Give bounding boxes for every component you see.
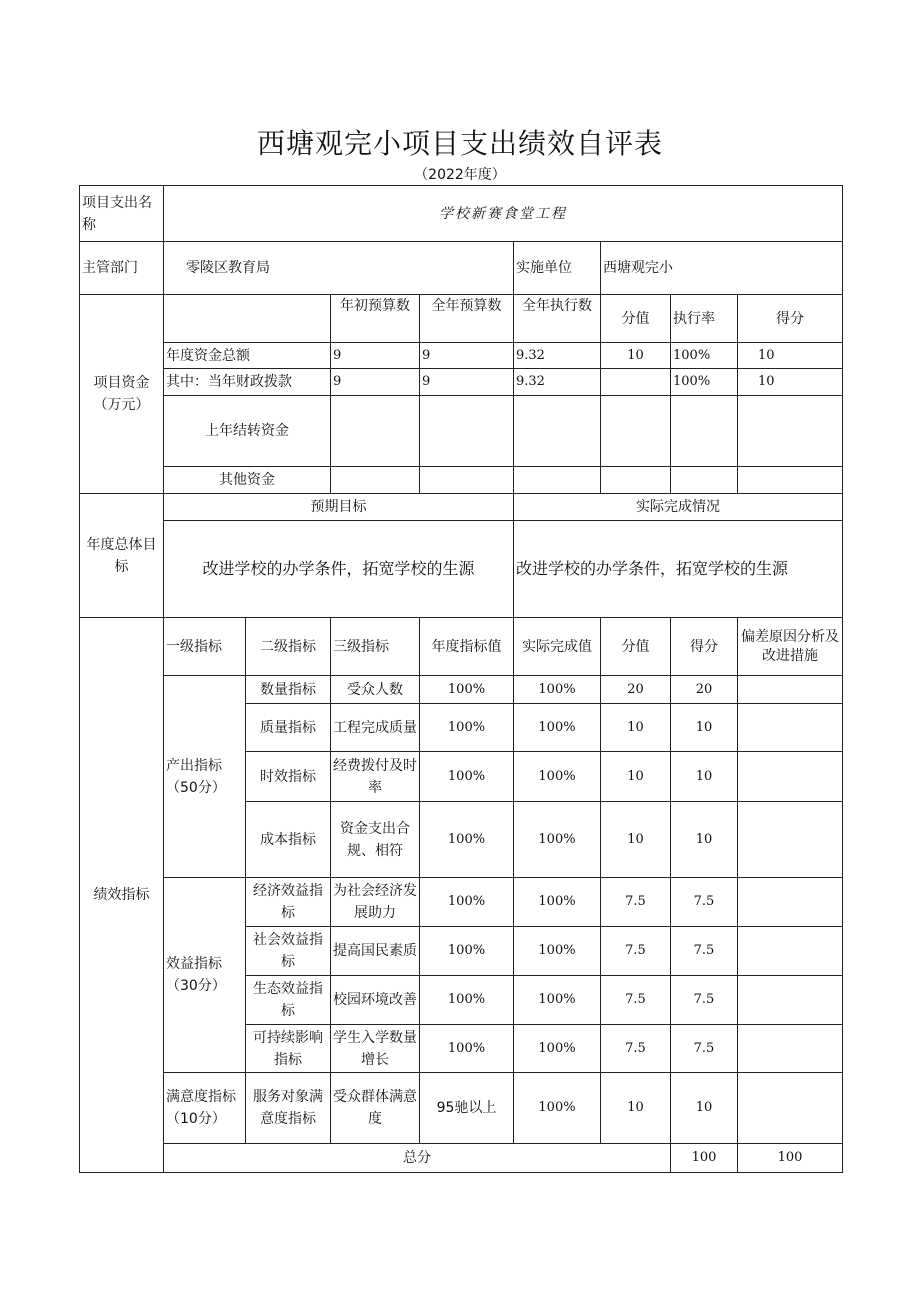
unit-value: 西塘观完小	[601, 242, 843, 295]
target-cell: 95驰以上	[420, 1073, 514, 1144]
l3-cell: 为社会经济发展助力	[331, 878, 420, 927]
l3-cell: 工程完成质量	[331, 704, 420, 752]
dept-value: 零陵区教育局	[164, 242, 514, 295]
funds-cell: 10	[738, 369, 843, 396]
l3-cell: 学生入学数量增长	[331, 1025, 420, 1073]
funds-row-total: 年度资金总额	[164, 343, 331, 369]
l2-cell: 生态效益指标	[246, 976, 331, 1025]
l3-cell: 提高国民素质	[331, 927, 420, 976]
funds-col-4: 分值	[601, 295, 671, 343]
funds-cell: 10	[601, 343, 671, 369]
target-cell: 100%	[420, 927, 514, 976]
dept-label: 主管部门	[80, 242, 164, 295]
note-cell	[738, 676, 843, 704]
funds-cell: 9	[331, 343, 420, 369]
l2-cell: 可持续影响指标	[246, 1025, 331, 1073]
funds-row-fiscal: 其中：当年财政拨款	[164, 369, 331, 396]
note-cell	[738, 1073, 843, 1144]
funds-cell	[601, 369, 671, 396]
l3-cell: 校园环境改善	[331, 976, 420, 1025]
funds-col-1: 年初预算数	[331, 295, 420, 343]
l2-cell: 成本指标	[246, 802, 331, 878]
perf-header: 一级指标	[164, 618, 246, 676]
perf-header: 实际完成值	[514, 618, 601, 676]
note-cell	[738, 752, 843, 802]
note-cell	[738, 878, 843, 927]
got-cell: 7.5	[671, 1025, 738, 1073]
target-cell: 100%	[420, 752, 514, 802]
funds-label: 项目资金（万元）	[80, 295, 164, 494]
perf-header: 分值	[601, 618, 671, 676]
actual-cell: 100%	[514, 704, 601, 752]
l2-cell: 质量指标	[246, 704, 331, 752]
page-title: 西塘观完小项目支出绩效自评表	[256, 127, 663, 160]
l2-cell: 数量指标	[246, 676, 331, 704]
got-cell: 10	[671, 752, 738, 802]
score-cell: 20	[601, 676, 671, 704]
score-cell: 7.5	[601, 927, 671, 976]
funds-row-other: 其他资金	[164, 467, 331, 494]
goal-expected-label: 预期目标	[164, 494, 514, 521]
funds-cell: 100%	[671, 343, 738, 369]
actual-cell: 100%	[514, 802, 601, 878]
l2-cell: 时效指标	[246, 752, 331, 802]
group-benefit: 效益指标（30分）	[164, 878, 246, 1073]
group-satisfaction: 满意度指标（10分）	[164, 1073, 246, 1144]
funds-cell: 9	[331, 369, 420, 396]
group-output: 产出指标（50分）	[164, 676, 246, 878]
score-cell: 7.5	[601, 878, 671, 927]
funds-row-carryover: 上年结转资金	[164, 396, 331, 467]
note-cell	[738, 927, 843, 976]
target-cell: 100%	[420, 704, 514, 752]
project-name-value: 学校新赛食堂工程	[164, 186, 843, 242]
actual-cell: 100%	[514, 1073, 601, 1144]
target-cell: 100%	[420, 878, 514, 927]
score-cell: 10	[601, 1073, 671, 1144]
funds-cell: 100%	[671, 369, 738, 396]
actual-cell: 100%	[514, 676, 601, 704]
score-cell: 7.5	[601, 976, 671, 1025]
funds-cell: 9.32	[514, 369, 601, 396]
score-cell: 10	[601, 802, 671, 878]
perf-header: 偏差原因分析及改进措施	[738, 618, 843, 676]
got-cell: 10	[671, 1073, 738, 1144]
note-cell	[738, 802, 843, 878]
got-cell: 20	[671, 676, 738, 704]
evaluation-table	[79, 185, 843, 1173]
goal-actual: 改进学校的办学条件，拓宽学校的生源	[514, 521, 843, 618]
target-cell: 100%	[420, 1025, 514, 1073]
note-cell	[738, 704, 843, 752]
l3-cell: 受众群体满意度	[331, 1073, 420, 1144]
total-score: 100	[671, 1144, 738, 1173]
funds-cell: 10	[738, 343, 843, 369]
funds-col-5: 执行率	[671, 295, 738, 343]
l2-cell: 经济效益指标	[246, 878, 331, 927]
l2-cell: 服务对象满意度指标	[246, 1073, 331, 1144]
unit-label: 实施单位	[514, 242, 601, 295]
l2-cell: 社会效益指标	[246, 927, 331, 976]
project-name-label: 项目支出名称	[80, 186, 164, 242]
goal-label: 年度总体目标	[80, 494, 164, 618]
perf-label: 绩效指标	[80, 618, 164, 1173]
funds-cell: 9	[420, 343, 514, 369]
got-cell: 7.5	[671, 878, 738, 927]
actual-cell: 100%	[514, 752, 601, 802]
perf-header: 三级指标	[331, 618, 420, 676]
got-cell: 10	[671, 704, 738, 752]
got-cell: 7.5	[671, 927, 738, 976]
actual-cell: 100%	[514, 976, 601, 1025]
total-got: 100	[738, 1144, 843, 1173]
actual-cell: 100%	[514, 1025, 601, 1073]
funds-col-6: 得分	[738, 295, 843, 343]
note-cell	[738, 976, 843, 1025]
year-subtitle: （2022年度）	[414, 167, 506, 183]
goal-actual-label: 实际完成情况	[514, 494, 843, 521]
actual-cell: 100%	[514, 878, 601, 927]
score-cell: 7.5	[601, 1025, 671, 1073]
score-cell: 10	[601, 704, 671, 752]
target-cell: 100%	[420, 676, 514, 704]
l3-cell: 受众人数	[331, 676, 420, 704]
got-cell: 10	[671, 802, 738, 878]
actual-cell: 100%	[514, 927, 601, 976]
funds-col-3: 全年执行数	[514, 295, 601, 343]
target-cell: 100%	[420, 976, 514, 1025]
target-cell: 100%	[420, 802, 514, 878]
perf-header: 得分	[671, 618, 738, 676]
total-label: 总分	[164, 1144, 671, 1173]
note-cell	[738, 1025, 843, 1073]
perf-header: 二级指标	[246, 618, 331, 676]
got-cell: 7.5	[671, 976, 738, 1025]
funds-cell: 9.32	[514, 343, 601, 369]
funds-col-2: 全年预算数	[420, 295, 514, 343]
l3-cell: 经费拨付及时率	[331, 752, 420, 802]
score-cell: 10	[601, 752, 671, 802]
l3-cell: 资金支出合规、相符	[331, 802, 420, 878]
perf-header: 年度指标值	[420, 618, 514, 676]
funds-cell: 9	[420, 369, 514, 396]
goal-expected: 改进学校的办学条件，拓宽学校的生源	[164, 521, 514, 618]
